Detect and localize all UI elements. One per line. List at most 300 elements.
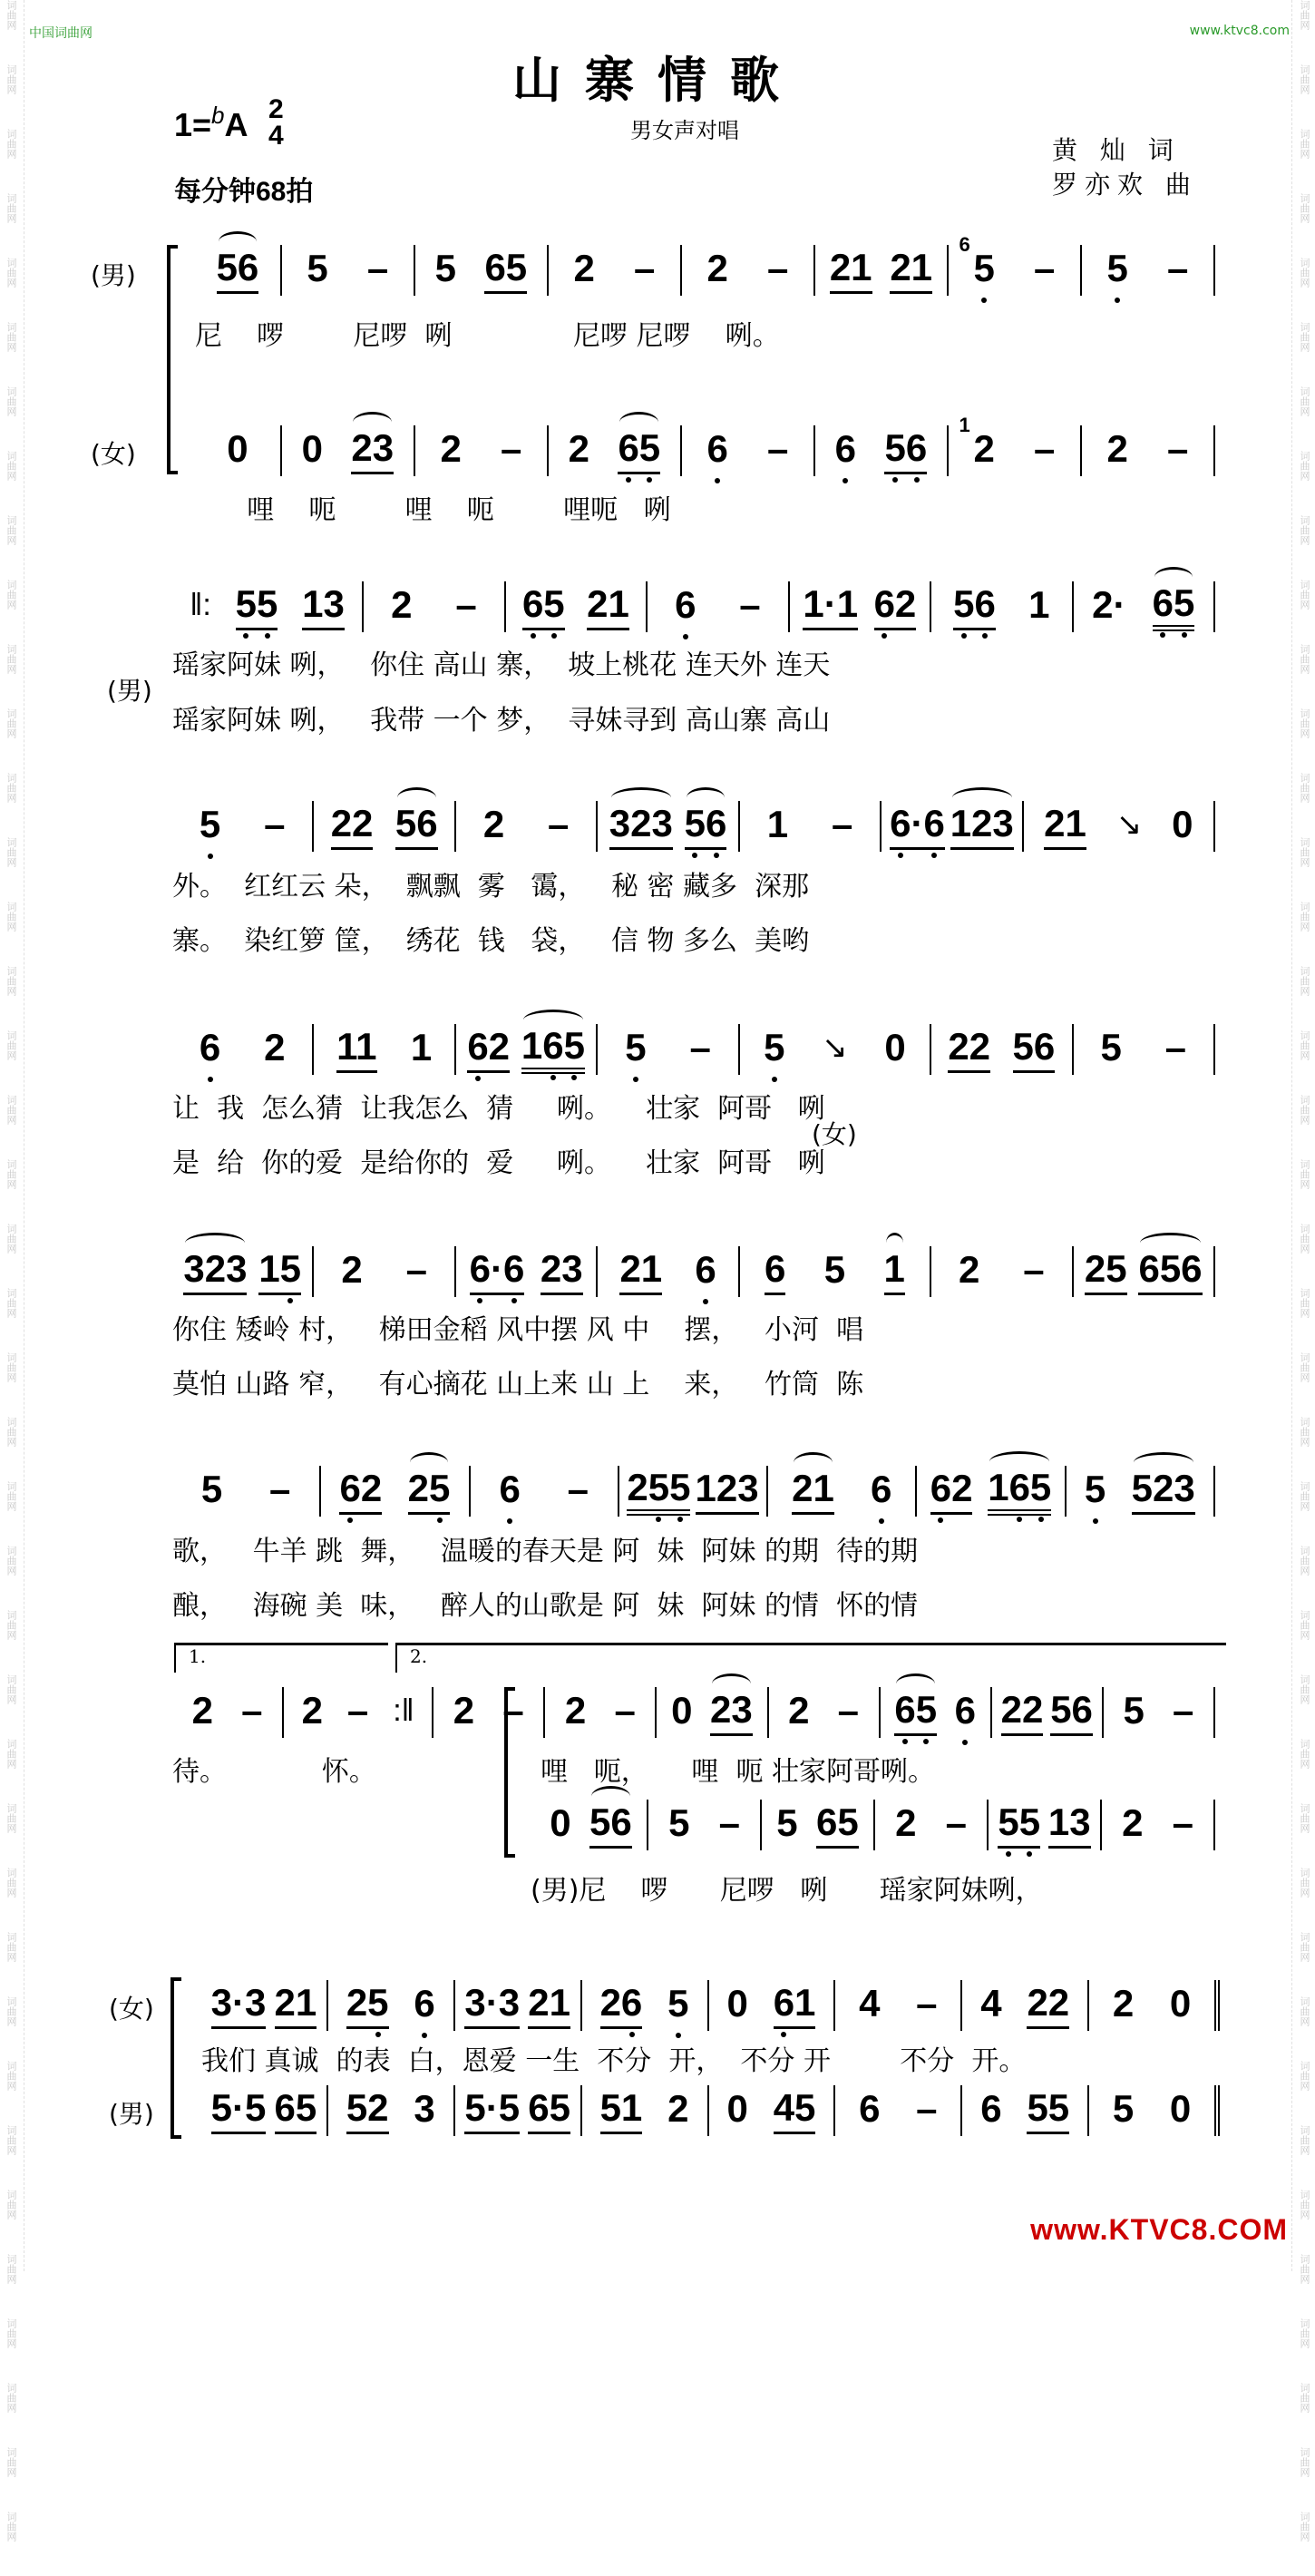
note-group xyxy=(884,1028,905,1071)
note: 6 xyxy=(414,1982,435,2025)
notation-row xyxy=(172,801,1215,852)
watermark-text: 词曲网 xyxy=(1299,129,1310,159)
note-group xyxy=(988,1465,1052,1516)
note: 21 xyxy=(587,581,629,625)
measure xyxy=(709,2085,836,2136)
note-group xyxy=(227,429,248,473)
note: 2 xyxy=(667,2087,689,2130)
watermark-text: 词曲网 xyxy=(5,1352,17,1382)
note: 0 xyxy=(884,1026,906,1068)
volta-first xyxy=(174,1643,388,1673)
note-group xyxy=(336,1024,377,1073)
note: 0 xyxy=(227,427,248,470)
note: – xyxy=(500,427,522,470)
note-group xyxy=(873,581,917,630)
lyric-line: 酿， 海碗 美 味， 醉人的山歌是 阿 妹 阿妹 的情 怀的情 xyxy=(172,1590,919,1622)
note-group xyxy=(1050,1687,1093,1736)
measure xyxy=(314,1024,455,1075)
note: 0 xyxy=(726,1982,748,2025)
note-group xyxy=(609,801,673,850)
measure xyxy=(1102,1800,1215,1850)
watermark-text: 词曲网 xyxy=(1299,2061,1310,2091)
note-group xyxy=(773,1980,816,2029)
measure xyxy=(549,425,682,476)
note: 6 xyxy=(870,1468,892,1510)
measure xyxy=(931,581,1073,632)
note: 6 xyxy=(499,1468,521,1510)
note: 1 xyxy=(883,1246,905,1290)
note: – xyxy=(916,1982,938,2025)
watermark-text: 词曲网 xyxy=(1299,1674,1310,1704)
watermark-text: 词曲网 xyxy=(5,902,17,932)
watermark-text: 词曲网 xyxy=(1299,1095,1310,1125)
note-group xyxy=(824,1250,845,1293)
note: 2 xyxy=(1112,1982,1135,2025)
note: 25 xyxy=(1084,1246,1127,1290)
watermark-text: 词曲网 xyxy=(1299,322,1310,352)
note: 56 xyxy=(884,425,928,469)
note-group xyxy=(803,581,859,630)
note-group xyxy=(464,2085,521,2134)
note-group xyxy=(959,233,995,292)
note: 1 xyxy=(1028,583,1050,626)
measure xyxy=(740,801,882,852)
note-group xyxy=(367,249,388,292)
note-group xyxy=(838,1691,859,1734)
watermark-text: 词曲网 xyxy=(1299,1481,1310,1511)
note-group xyxy=(1107,249,1128,292)
note: 6 xyxy=(199,1026,221,1068)
time-bottom: 4 xyxy=(268,121,284,151)
note: 2 xyxy=(191,1689,213,1732)
measure xyxy=(917,1466,1066,1517)
note: 65 xyxy=(618,425,661,469)
note-group xyxy=(469,1246,525,1295)
note-group xyxy=(540,1246,583,1295)
measure xyxy=(949,414,1082,476)
key-prefix: 1= xyxy=(174,106,212,143)
measure xyxy=(619,1466,768,1517)
note: – xyxy=(1172,1801,1193,1844)
note: 6 xyxy=(675,583,696,626)
note: 25 xyxy=(346,1980,389,2024)
note: 2 xyxy=(1122,1801,1144,1844)
footer-logo-text: www.KTVC8.COM xyxy=(1030,2213,1288,2246)
note-group xyxy=(1173,1803,1193,1847)
note: – xyxy=(1023,1248,1045,1291)
watermark-text: 词曲网 xyxy=(1299,902,1310,932)
note: 255 xyxy=(627,1465,691,1508)
note-group xyxy=(859,2089,880,2132)
note: – xyxy=(405,1248,427,1291)
note: 5 xyxy=(667,1982,689,2025)
measure xyxy=(314,1246,455,1297)
note-group xyxy=(1084,1246,1127,1295)
measure xyxy=(364,581,505,632)
note: 56 xyxy=(1050,1687,1093,1731)
note: 15 xyxy=(258,1246,302,1290)
measure xyxy=(455,1980,582,2031)
note-group xyxy=(859,1984,880,2027)
watermark-text: 词曲网 xyxy=(5,1030,17,1060)
system-bracket-1 xyxy=(167,245,178,474)
note: 2 xyxy=(264,1026,286,1068)
note: 0 xyxy=(1169,2087,1192,2130)
measure xyxy=(1074,1246,1215,1297)
note-group xyxy=(998,1802,1040,1849)
note: 56 xyxy=(394,801,438,844)
note: 323 xyxy=(609,801,673,844)
watermark-text: 词曲网 xyxy=(5,2447,17,2477)
note: 62 xyxy=(873,581,917,625)
song-title: 山寨情歌 xyxy=(512,51,803,109)
note-group xyxy=(1027,2085,1070,2134)
note: – xyxy=(689,1026,711,1068)
measure xyxy=(284,1687,433,1738)
note: – xyxy=(718,1801,740,1844)
note-group xyxy=(1123,1691,1144,1734)
note: 65 xyxy=(484,245,528,288)
measure xyxy=(648,1800,762,1850)
watermark-text: 词曲网 xyxy=(5,1481,17,1511)
measure xyxy=(456,1246,598,1297)
lyric-line: 尼 啰 尼啰 咧 尼啰 尼啰 咧。 xyxy=(195,320,780,352)
note: – xyxy=(1034,427,1056,470)
note: 6 xyxy=(834,427,857,470)
note: 123 xyxy=(950,801,1014,844)
watermark-text: 词曲网 xyxy=(1299,966,1310,996)
note-group xyxy=(816,1802,859,1849)
note-group xyxy=(1085,1469,1106,1513)
note-group xyxy=(884,425,928,474)
watermark-text: 词曲网 xyxy=(5,129,17,159)
watermark-text: 词曲网 xyxy=(5,773,17,803)
measure xyxy=(1082,425,1215,476)
note-group xyxy=(1000,1687,1044,1736)
note-group xyxy=(690,1028,711,1071)
note-group xyxy=(829,245,872,294)
measure xyxy=(415,425,549,476)
note: – xyxy=(916,2087,938,2130)
watermark-text: 词曲网 xyxy=(5,1417,17,1447)
measure xyxy=(768,1466,917,1517)
note: 62 xyxy=(467,1024,511,1068)
note-group xyxy=(573,249,594,292)
note-group xyxy=(1113,1984,1134,2027)
watermark-text: 词曲网 xyxy=(1299,1996,1310,2026)
note-group xyxy=(339,1466,383,1515)
note-group xyxy=(341,1250,362,1293)
note-group xyxy=(192,1691,213,1734)
watermark-text: 词曲网 xyxy=(1299,837,1310,867)
watermark-text: 词曲网 xyxy=(5,2061,17,2091)
watermark-text: 词曲网 xyxy=(5,2254,17,2284)
measure xyxy=(881,1687,992,1738)
note: 2 xyxy=(895,1801,917,1844)
watermark-text: 词曲网 xyxy=(5,451,17,481)
measure xyxy=(195,425,282,476)
note: 65 xyxy=(528,2085,570,2129)
note: 1 xyxy=(410,1026,433,1068)
watermark-text: 词曲网 xyxy=(5,1932,17,1962)
watermark-text: 词曲网 xyxy=(5,2190,17,2220)
note: 5 xyxy=(823,1248,846,1291)
note-group xyxy=(675,585,696,629)
measure xyxy=(314,801,455,852)
note-group xyxy=(776,1803,797,1847)
measure xyxy=(1089,2085,1220,2136)
note: 6 xyxy=(765,1246,786,1290)
note: 1·1 xyxy=(803,581,859,625)
lyric-line: 哩 呃 哩 呃 哩呃 咧 xyxy=(195,494,671,526)
watermark-text: 词曲网 xyxy=(1299,258,1310,288)
note-group xyxy=(1173,1691,1193,1734)
note-group xyxy=(241,1691,262,1734)
note-group xyxy=(1092,585,1125,629)
note-group xyxy=(183,1246,248,1295)
watermark-text: 词曲网 xyxy=(5,708,17,738)
measure xyxy=(1082,245,1215,296)
note-group xyxy=(346,1980,389,2029)
watermark-text: 词曲网 xyxy=(1299,193,1310,223)
note: 21 xyxy=(274,1980,317,2024)
note: 21 xyxy=(890,245,933,288)
watermark-text: 词曲网 xyxy=(5,2318,17,2348)
note-group xyxy=(200,805,220,848)
measure xyxy=(762,1800,875,1850)
note: 6 xyxy=(980,2087,1002,2130)
volta-first-label: 1. xyxy=(189,1645,207,1667)
note-group xyxy=(1100,1028,1121,1071)
note-group xyxy=(528,2085,570,2134)
watermark-text: 词曲网 xyxy=(5,837,17,867)
measure xyxy=(875,1800,989,1850)
measure xyxy=(769,1687,881,1738)
note: 323 xyxy=(183,1246,248,1290)
watermark-text: 词曲网 xyxy=(1299,451,1310,481)
note: 55 xyxy=(1027,2085,1070,2129)
measure xyxy=(172,1466,321,1517)
note-group xyxy=(502,1691,523,1734)
grace-note: 1 xyxy=(959,414,970,436)
note: – xyxy=(548,803,570,845)
grace-note: 6 xyxy=(959,233,970,256)
note: – xyxy=(366,247,389,289)
note-group xyxy=(483,805,504,848)
note: 5 xyxy=(625,1026,647,1068)
measure xyxy=(172,1024,314,1075)
note-group xyxy=(1116,805,1143,848)
notation-row xyxy=(172,1246,1215,1297)
note: 523 xyxy=(1131,1466,1195,1509)
note: 6·6 xyxy=(469,1246,525,1290)
measure xyxy=(172,1246,314,1297)
note-group xyxy=(980,1984,1001,2027)
measure xyxy=(321,1466,470,1517)
note-group xyxy=(930,1466,973,1515)
note-group xyxy=(258,1246,302,1295)
part-label: (女) xyxy=(812,1119,857,1149)
note: 21 xyxy=(619,1246,663,1290)
note: 5 xyxy=(1106,247,1128,289)
note-group xyxy=(521,581,565,630)
watermark-text: 词曲网 xyxy=(5,1868,17,1898)
watermark-text: 词曲网 xyxy=(1299,708,1310,738)
note: 4 xyxy=(980,1982,1002,2025)
measure xyxy=(456,801,598,852)
note: 0 xyxy=(550,1801,571,1844)
note-group xyxy=(550,1803,570,1847)
note: – xyxy=(269,1468,291,1510)
note: 5 xyxy=(668,1801,690,1844)
note: – xyxy=(1167,427,1189,470)
note: 26 xyxy=(599,1980,643,2024)
note-group xyxy=(455,585,476,629)
right-margin-line xyxy=(1291,0,1292,2271)
watermark-text: 词曲网 xyxy=(1299,0,1310,30)
note-group xyxy=(946,1803,967,1847)
watermark-text: 词曲网 xyxy=(5,64,17,94)
note-group xyxy=(330,801,374,850)
note-group xyxy=(1172,805,1193,848)
notation-row xyxy=(172,1024,1215,1075)
note: 4 xyxy=(859,1982,881,2025)
note-group xyxy=(200,1028,220,1071)
volta-second xyxy=(395,1643,1226,1673)
note: 0 xyxy=(726,2087,748,2130)
note-group xyxy=(190,585,211,629)
note-group xyxy=(302,581,345,630)
note-group xyxy=(1023,1250,1044,1293)
notation-row xyxy=(195,414,1215,476)
note: 2 xyxy=(440,427,462,470)
measure xyxy=(835,2085,962,2136)
note-group xyxy=(1122,1803,1143,1847)
note-group xyxy=(959,414,995,473)
watermark-text: 词曲网 xyxy=(1299,1610,1310,1640)
lyric-line: 瑶家阿妹 咧， 我带 一个 梦， 寻妹寻到 高山寨 高山 xyxy=(172,705,831,737)
note: 2 xyxy=(564,1689,587,1732)
note: 3·3 xyxy=(464,1980,521,2024)
note-group xyxy=(464,1980,521,2029)
watermark-text: 词曲网 xyxy=(1299,1417,1310,1447)
note: 3·3 xyxy=(210,1980,267,2024)
note: 21 xyxy=(1044,801,1086,844)
note-group xyxy=(1044,801,1086,850)
watermark-text: 词曲网 xyxy=(1299,2190,1310,2220)
note-group xyxy=(1012,1024,1056,1073)
watermark-text: 词曲网 xyxy=(1299,773,1310,803)
note-group xyxy=(894,1687,938,1736)
watermark-text: 词曲网 xyxy=(1299,1868,1310,1898)
watermark-text: 词曲网 xyxy=(5,193,17,223)
subtitle: 男女声对唱 xyxy=(630,118,739,143)
notation-row xyxy=(201,1980,1220,2031)
note-group xyxy=(440,429,461,473)
measure xyxy=(1074,581,1215,632)
lyric-line: 我们 真诚 的表 白，恩爱 一生 不分 开， 不分 开 不分 开。 xyxy=(201,2045,1027,2077)
note: 5 xyxy=(307,247,328,289)
watermark-text: 词曲网 xyxy=(5,966,17,996)
measure xyxy=(835,1980,962,2031)
notation-row xyxy=(172,581,1215,632)
note-group xyxy=(201,1469,222,1513)
note: 2 xyxy=(341,1248,363,1291)
measure xyxy=(790,581,931,632)
time-top: 2 xyxy=(268,94,284,124)
note: 65 xyxy=(521,581,565,625)
measure xyxy=(949,233,1082,296)
note: 21 xyxy=(792,1466,834,1509)
note-group xyxy=(739,585,760,629)
watermark-text: 词曲网 xyxy=(1299,386,1310,416)
note-group xyxy=(767,429,788,473)
note: 56 xyxy=(216,245,259,288)
note-group xyxy=(210,1980,267,2029)
note: 2 xyxy=(973,427,995,470)
note-group xyxy=(634,249,655,292)
note: 61 xyxy=(773,1980,816,2024)
watermark-text: 词曲网 xyxy=(1299,2447,1310,2477)
measure xyxy=(201,1980,328,2031)
watermark-text: 词曲网 xyxy=(5,386,17,416)
measure xyxy=(1104,1687,1215,1738)
measure xyxy=(172,801,314,852)
measure xyxy=(657,1687,768,1738)
lyricist: 黄 灿 词 xyxy=(1052,135,1181,165)
lyric-line: 莫怕 山路 窄， 有心摘花 山上来 山 上 来， 竹筒 陈 xyxy=(172,1369,864,1400)
note: 5 xyxy=(1084,1468,1106,1510)
note-group xyxy=(216,245,259,294)
lyric-line: 是 给 你的爱 是给你的 爱 咧。 壮家 阿哥 咧 xyxy=(172,1147,825,1179)
note: 123 xyxy=(695,1466,759,1509)
note-group xyxy=(950,801,1014,850)
site-link-right[interactable]: www.ktvc8.com xyxy=(1189,24,1290,38)
note: 5 xyxy=(434,247,456,289)
note: 25 xyxy=(407,1466,451,1509)
note: – xyxy=(837,1689,860,1732)
measure xyxy=(433,1687,545,1738)
note: – xyxy=(1172,1689,1194,1732)
note: 2 xyxy=(573,247,595,289)
note: 23 xyxy=(710,1687,753,1731)
note-group xyxy=(767,805,788,848)
measure xyxy=(992,1687,1104,1738)
note: ↘ xyxy=(1115,807,1143,842)
note-group xyxy=(890,245,933,294)
measure xyxy=(545,1687,657,1738)
note: – xyxy=(1164,1026,1187,1068)
note: – xyxy=(945,1801,967,1844)
watermark-text: 词曲网 xyxy=(5,580,17,610)
part-label: (男) xyxy=(91,260,136,290)
note-group xyxy=(706,429,727,473)
note-group xyxy=(627,1465,691,1516)
note-group xyxy=(916,1984,937,2027)
note-group xyxy=(235,581,278,630)
note: ‖: xyxy=(190,588,211,622)
measure xyxy=(962,1980,1089,2031)
note-group xyxy=(667,2089,688,2132)
note-group xyxy=(453,1691,474,1734)
site-link-left[interactable]: 中国词曲网 xyxy=(29,26,93,41)
note: 45 xyxy=(773,2085,816,2129)
note: – xyxy=(241,1689,263,1732)
note-group xyxy=(302,429,323,473)
note: 56 xyxy=(684,801,727,844)
lyric-line: 瑶家阿妹 咧， 你住 高山 寨， 坡上桃花 连天外 连天 xyxy=(172,649,831,681)
watermark-text: 词曲网 xyxy=(5,1095,17,1125)
